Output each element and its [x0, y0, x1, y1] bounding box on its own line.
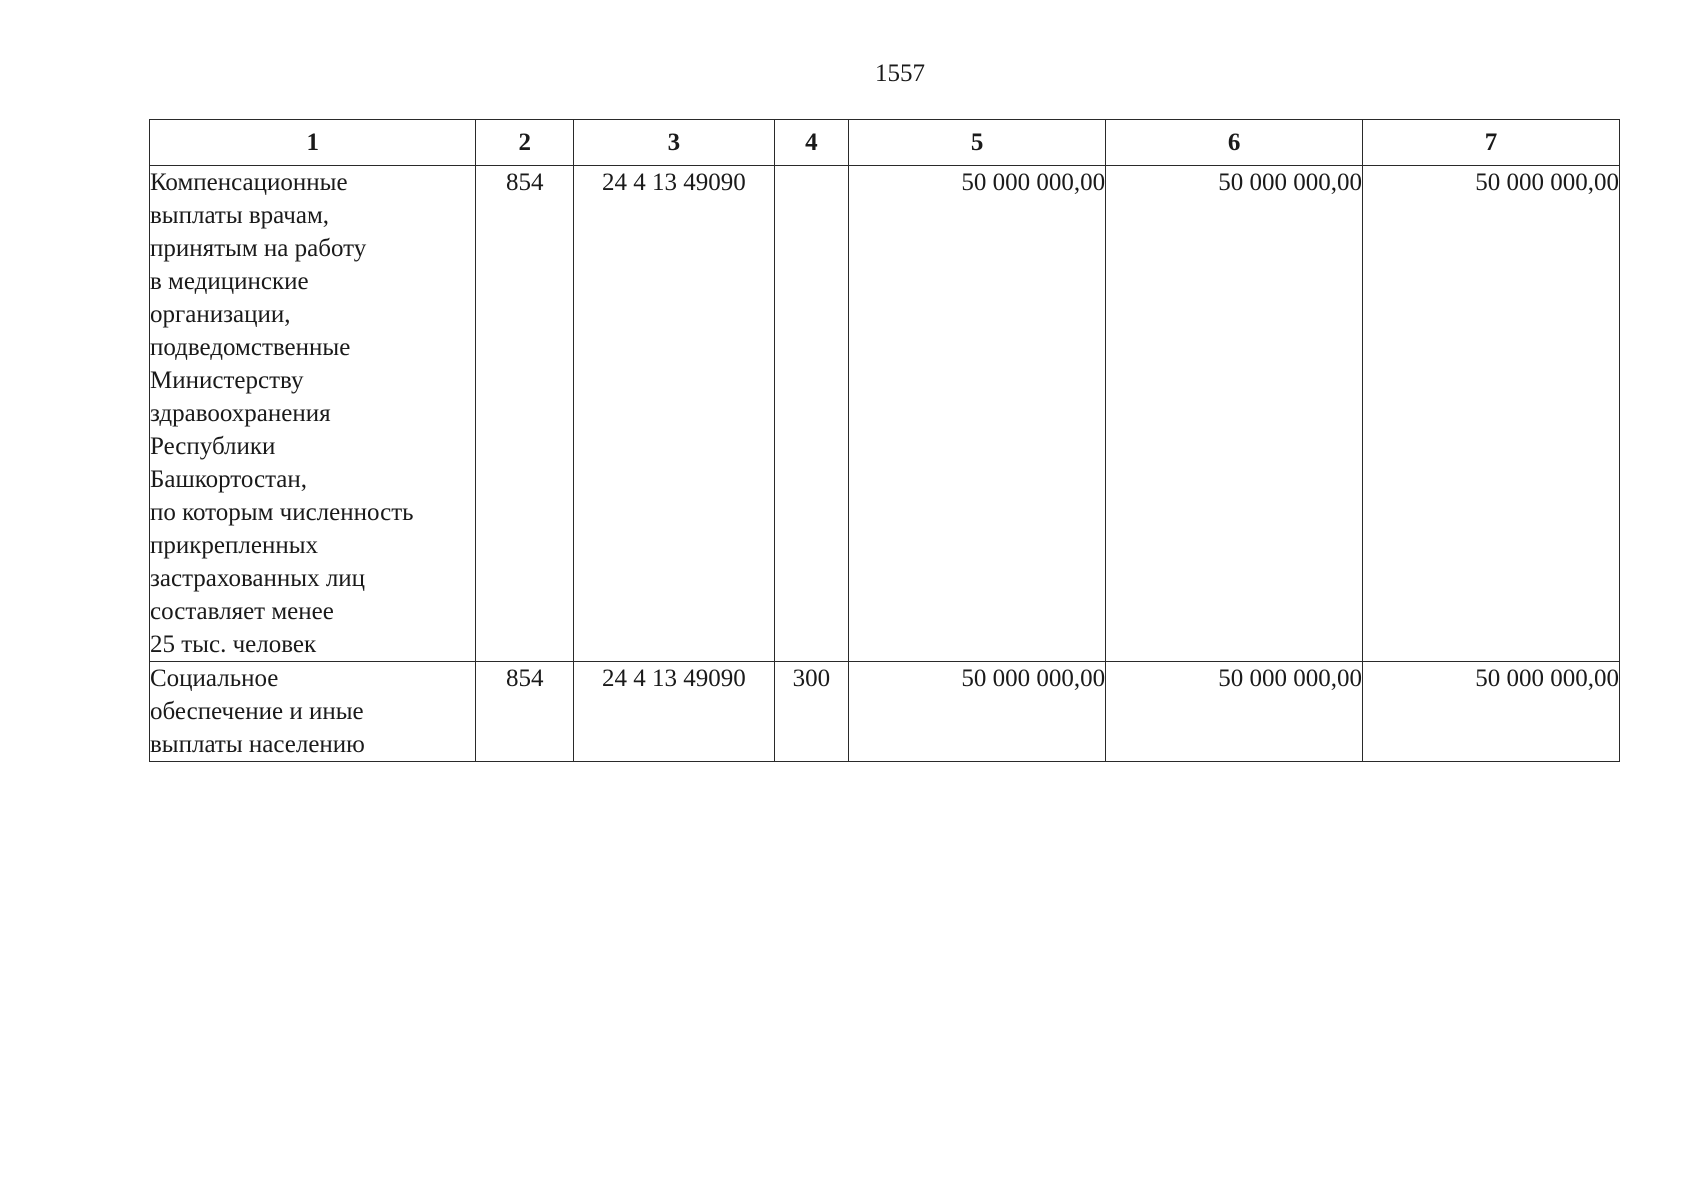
header-col-5: 5: [849, 120, 1106, 166]
header-col-3: 3: [574, 120, 775, 166]
budget-table: [149, 119, 1620, 762]
name-line: Башкортостан,: [150, 466, 308, 493]
header-col-7: 7: [1363, 120, 1620, 166]
row-col-7-cell: 50 000 000,00: [1363, 166, 1620, 662]
row-col-6-cell: 50 000 000,00: [1106, 662, 1363, 762]
header-col-1: 1: [150, 120, 476, 166]
name-line: выплаты врачам,: [150, 202, 330, 229]
header-row: [150, 120, 1620, 166]
row-col-6-cell: 50 000 000,00: [1106, 166, 1363, 662]
name-line: 25 тыс. человек: [150, 631, 317, 658]
header-col-2: 2: [476, 120, 574, 166]
row-name-cell: [150, 662, 476, 762]
name-line: Компенсационные: [150, 169, 348, 196]
name-line: составляет менее: [150, 598, 334, 625]
name-line: Социальное: [150, 665, 279, 692]
row-col-2-cell: 854: [476, 166, 574, 662]
table-row: [150, 166, 1620, 662]
row-col-3-cell: 24 4 13 49090: [574, 662, 775, 762]
page-number: 1557: [875, 60, 925, 87]
row-col-5-cell: 50 000 000,00: [849, 166, 1106, 662]
row-col-4-cell: [774, 166, 849, 662]
name-line: застрахованных лиц: [150, 565, 366, 592]
name-line: организации,: [150, 301, 291, 328]
row-col-3-cell: 24 4 13 49090: [574, 166, 775, 662]
header-col-6: 6: [1106, 120, 1363, 166]
name-line: прикрепленных: [150, 532, 319, 559]
row-col-4-cell: 300: [774, 662, 849, 762]
row-col-7-cell: 50 000 000,00: [1363, 662, 1620, 762]
name-line: в медицинские: [150, 268, 309, 295]
name-line: подведомственные: [150, 334, 351, 361]
name-line: выплаты населению: [150, 731, 365, 758]
row-col-2-cell: 854: [476, 662, 574, 762]
name-line: здравоохранения: [150, 400, 331, 427]
row-name-cell: [150, 166, 476, 662]
name-line: Республики: [150, 433, 276, 460]
row-col-5-cell: 50 000 000,00: [849, 662, 1106, 762]
table-row: [150, 662, 1620, 762]
name-line: принятым на работу: [150, 235, 367, 262]
name-line: обеспечение и иные: [150, 698, 364, 725]
header-col-4: 4: [774, 120, 849, 166]
name-line: Министерству: [150, 367, 304, 394]
name-line: по которым численность: [150, 499, 414, 526]
